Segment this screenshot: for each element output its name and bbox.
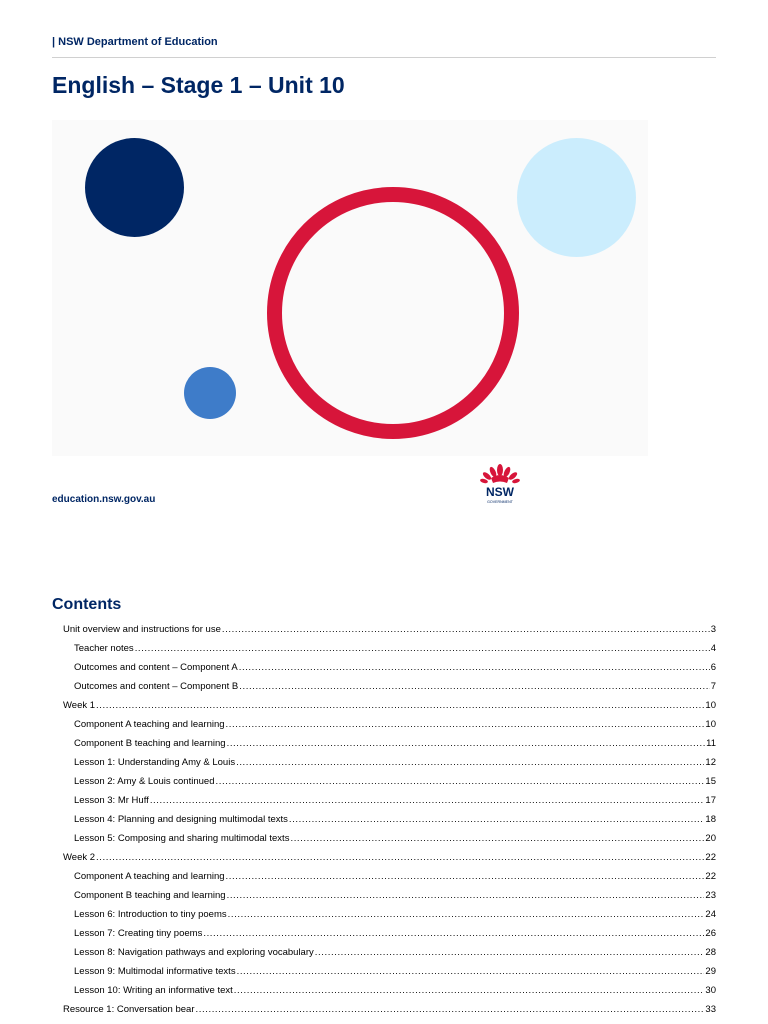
- waratah-icon: [478, 462, 522, 508]
- toc-leader-dots: [227, 890, 705, 901]
- toc-entry-title: Lesson 7: Creating tiny poems: [74, 928, 203, 939]
- toc-leader-dots: [226, 871, 705, 882]
- toc-entry-page: 10: [705, 719, 716, 730]
- toc-entry-title: Lesson 10: Writing an informative text: [74, 985, 233, 996]
- logo-text: NSW: [486, 485, 514, 499]
- toc-entry-page: 33: [705, 1004, 716, 1015]
- toc-entry-page: 20: [705, 833, 716, 844]
- toc-leader-dots: [215, 776, 704, 787]
- light-blue-circle: [517, 138, 636, 257]
- toc-entry-page: 6: [710, 662, 716, 673]
- toc-entry[interactable]: [52, 719, 716, 738]
- website-url[interactable]: education.nsw.gov.au: [52, 494, 156, 505]
- toc-entry[interactable]: [52, 700, 716, 719]
- toc-entry-title: Lesson 8: Navigation pathways and exploring vocabulary: [74, 947, 314, 958]
- toc-entry[interactable]: [52, 871, 716, 890]
- toc-entry-page: 26: [705, 928, 716, 939]
- toc-entry-title: Outcomes and content – Component B: [74, 681, 239, 692]
- toc-leader-dots: [237, 966, 705, 977]
- toc-entry-title: Lesson 1: Understanding Amy & Louis: [74, 757, 236, 768]
- table-of-contents: [52, 624, 716, 1023]
- toc-entry-title: Component B teaching and learning: [74, 738, 226, 749]
- toc-entry[interactable]: [52, 909, 716, 928]
- toc-entry-title: Resource 1: Conversation bear: [63, 1004, 195, 1015]
- toc-entry-title: Lesson 5: Composing and sharing multimodal texts: [74, 833, 290, 844]
- toc-entry-page: 11: [706, 738, 716, 749]
- navy-circle: [85, 138, 184, 237]
- toc-entry-page: 29: [705, 966, 716, 977]
- toc-entry-title: Teacher notes: [74, 643, 134, 654]
- document-title: English – Stage 1 – Unit 10: [52, 72, 345, 98]
- toc-entry-page: 30: [705, 985, 716, 996]
- toc-entry-title: Week 1: [63, 700, 96, 711]
- toc-entry-title: Outcomes and content – Component A: [74, 662, 238, 673]
- toc-entry-page: 12: [705, 757, 716, 768]
- toc-entry-page: 22: [705, 852, 716, 863]
- toc-entry[interactable]: [52, 833, 716, 852]
- toc-leader-dots: [239, 662, 710, 673]
- toc-entry-page: 3: [710, 624, 716, 635]
- toc-entry-page: 18: [705, 814, 716, 825]
- red-ring: [267, 187, 519, 439]
- toc-leader-dots: [96, 700, 704, 711]
- department-header: | NSW Department of Education: [52, 36, 716, 58]
- toc-entry-title: Component A teaching and learning: [74, 719, 225, 730]
- toc-entry-title: Lesson 2: Amy & Louis continued: [74, 776, 215, 787]
- toc-entry[interactable]: [52, 776, 716, 795]
- toc-leader-dots: [96, 852, 704, 863]
- toc-entry-title: Unit overview and instructions for use: [63, 624, 221, 635]
- toc-entry[interactable]: [52, 928, 716, 947]
- toc-entry[interactable]: [52, 662, 716, 681]
- toc-entry-title: Week 2: [63, 852, 96, 863]
- toc-entry-page: 7: [710, 681, 716, 692]
- toc-entry-page: 4: [710, 643, 716, 654]
- toc-entry-page: 28: [705, 947, 716, 958]
- toc-entry-page: 10: [705, 700, 716, 711]
- toc-entry[interactable]: [52, 852, 716, 871]
- toc-entry-title: Lesson 9: Multimodal informative texts: [74, 966, 236, 977]
- logo-subtext: GOVERNMENT: [487, 500, 513, 504]
- toc-leader-dots: [234, 985, 705, 996]
- mid-blue-circle: [184, 367, 236, 419]
- toc-entry[interactable]: [52, 681, 716, 700]
- toc-entry[interactable]: [52, 624, 716, 643]
- toc-entry-page: 24: [705, 909, 716, 920]
- toc-leader-dots: [315, 947, 705, 958]
- toc-leader-dots: [236, 757, 704, 768]
- toc-leader-dots: [289, 814, 705, 825]
- toc-entry-title: Component A teaching and learning: [74, 871, 225, 882]
- toc-leader-dots: [222, 624, 710, 635]
- toc-entry[interactable]: [52, 738, 716, 757]
- toc-entry-page: 17: [705, 795, 716, 806]
- toc-entry-page: 23: [705, 890, 716, 901]
- toc-entry[interactable]: [52, 890, 716, 909]
- toc-leader-dots: [150, 795, 705, 806]
- cover-illustration: [52, 120, 648, 456]
- toc-entry[interactable]: [52, 985, 716, 1004]
- toc-entry[interactable]: [52, 1004, 716, 1023]
- toc-entry[interactable]: [52, 814, 716, 833]
- toc-leader-dots: [203, 928, 704, 939]
- toc-entry-page: 15: [705, 776, 716, 787]
- toc-entry-title: Lesson 3: Mr Huff: [74, 795, 149, 806]
- toc-leader-dots: [239, 681, 709, 692]
- toc-entry[interactable]: [52, 947, 716, 966]
- toc-leader-dots: [290, 833, 704, 844]
- toc-leader-dots: [227, 738, 706, 749]
- toc-leader-dots: [196, 1004, 705, 1015]
- toc-entry[interactable]: [52, 966, 716, 985]
- toc-entry[interactable]: [52, 795, 716, 814]
- toc-leader-dots: [228, 909, 705, 920]
- contents-heading: Contents: [52, 596, 122, 613]
- toc-entry-page: 22: [705, 871, 716, 882]
- nsw-government-logo: [478, 462, 522, 508]
- toc-leader-dots: [135, 643, 710, 654]
- toc-entry-title: Lesson 4: Planning and designing multimodal texts: [74, 814, 288, 825]
- toc-entry[interactable]: [52, 757, 716, 776]
- toc-leader-dots: [226, 719, 705, 730]
- toc-entry[interactable]: [52, 643, 716, 662]
- toc-entry-title: Component B teaching and learning: [74, 890, 226, 901]
- toc-entry-title: Lesson 6: Introduction to tiny poems: [74, 909, 227, 920]
